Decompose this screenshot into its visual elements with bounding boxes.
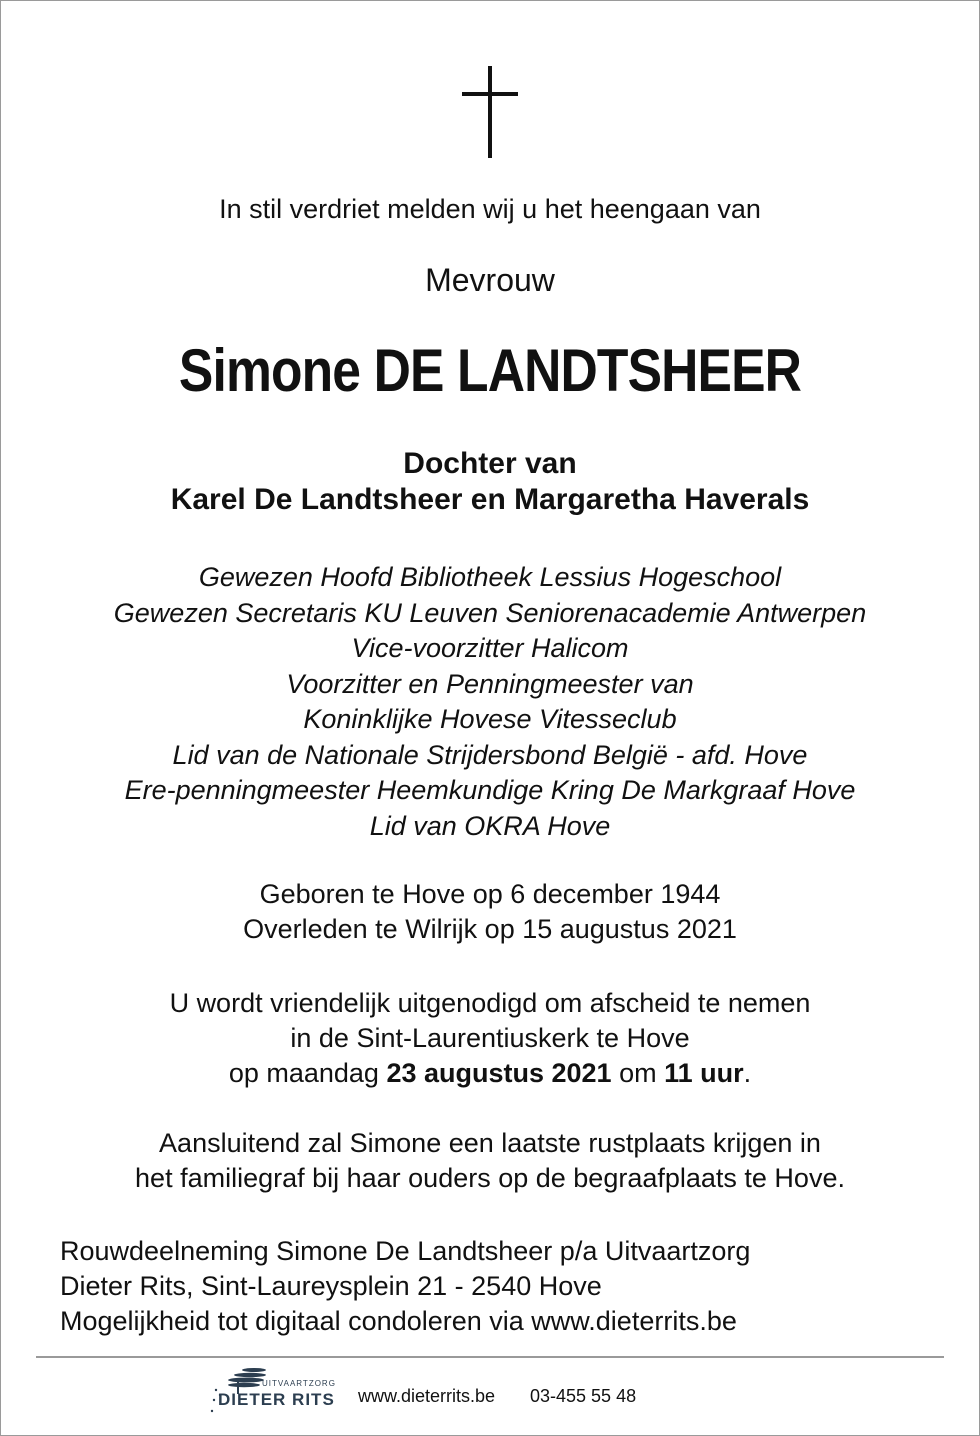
contact-line: Dieter Rits, Sint-Laureysplein 21 - 2540 Hove bbox=[60, 1271, 602, 1301]
logo-brand: DIETER RITS bbox=[218, 1390, 335, 1409]
dates-block bbox=[0, 877, 980, 947]
service-prefix: op maandag bbox=[228, 1058, 379, 1088]
service-mid: om bbox=[619, 1058, 657, 1088]
death-line: Overleden te Wilrijk op 15 augustus 2021 bbox=[243, 914, 737, 944]
footer-website[interactable]: www.dieterrits.be bbox=[358, 1386, 496, 1406]
logo-subtitle: UITVAARTZORG bbox=[262, 1379, 336, 1388]
invitation-block bbox=[0, 986, 980, 1091]
intro-text: In stil verdriet melden wij u het heengaan van bbox=[219, 194, 761, 224]
contact-line: Mogelijkheid tot digitaal condoleren via www.dieterrits.be bbox=[60, 1306, 737, 1336]
service-end: . bbox=[743, 1058, 752, 1088]
invitation-line: U wordt vriendelijk uitgenodigd om afscheid te nemen bbox=[169, 988, 811, 1018]
title-line: Gewezen Secretaris KU Leuven Seniorenacademie Antwerpen bbox=[113, 597, 867, 628]
burial-line: het familiegraf bij haar ouders op de begraafplaats te Hove. bbox=[135, 1163, 845, 1193]
cross-icon bbox=[460, 66, 520, 158]
footer-divider bbox=[36, 1356, 944, 1358]
title-line: Vice-voorzitter Halicom bbox=[351, 633, 629, 663]
burial-line: Aansluitend zal Simone een laatste rustplaats krijgen in bbox=[159, 1128, 821, 1158]
burial-block bbox=[0, 1126, 980, 1196]
title-line: Koninklijke Hovese Vitesseclub bbox=[303, 704, 677, 734]
service-date: 23 augustus 2021 bbox=[386, 1058, 612, 1088]
title-line: Lid van de Nationale Strijdersbond België - afd. Hove bbox=[172, 739, 808, 770]
title-line: Ere-penningmeester Heemkundige Kring De Markgraaf Hove bbox=[124, 775, 856, 805]
church-line: in de Sint-Laurentiuskerk te Hove bbox=[290, 1023, 690, 1053]
parents-line: Karel De Landtsheer en Margaretha Haverals bbox=[170, 483, 810, 516]
deceased-name: Simone DE LANDTSHEER bbox=[178, 337, 802, 404]
title-line: Lid van OKRA Hove bbox=[369, 810, 611, 841]
service-time-line bbox=[0, 1056, 980, 1091]
title-line: Gewezen Hoofd Bibliotheek Lessius Hogeschool bbox=[198, 562, 782, 592]
title-line: Voorzitter en Penningmeester van bbox=[286, 668, 694, 699]
birth-line: Geboren te Hove op 6 december 1944 bbox=[259, 879, 721, 909]
parents-block bbox=[0, 446, 980, 518]
titles-block bbox=[0, 560, 980, 844]
footer-phone: 03-455 55 48 bbox=[530, 1386, 637, 1406]
service-time: 11 uur bbox=[664, 1058, 744, 1088]
honorific: Mevrouw bbox=[425, 262, 555, 298]
parents-line: Dochter van bbox=[403, 447, 577, 480]
contact-line: Rouwdeelneming Simone De Landtsheer p/a Uitvaartzorg bbox=[60, 1236, 751, 1266]
contact-block bbox=[60, 1234, 750, 1339]
